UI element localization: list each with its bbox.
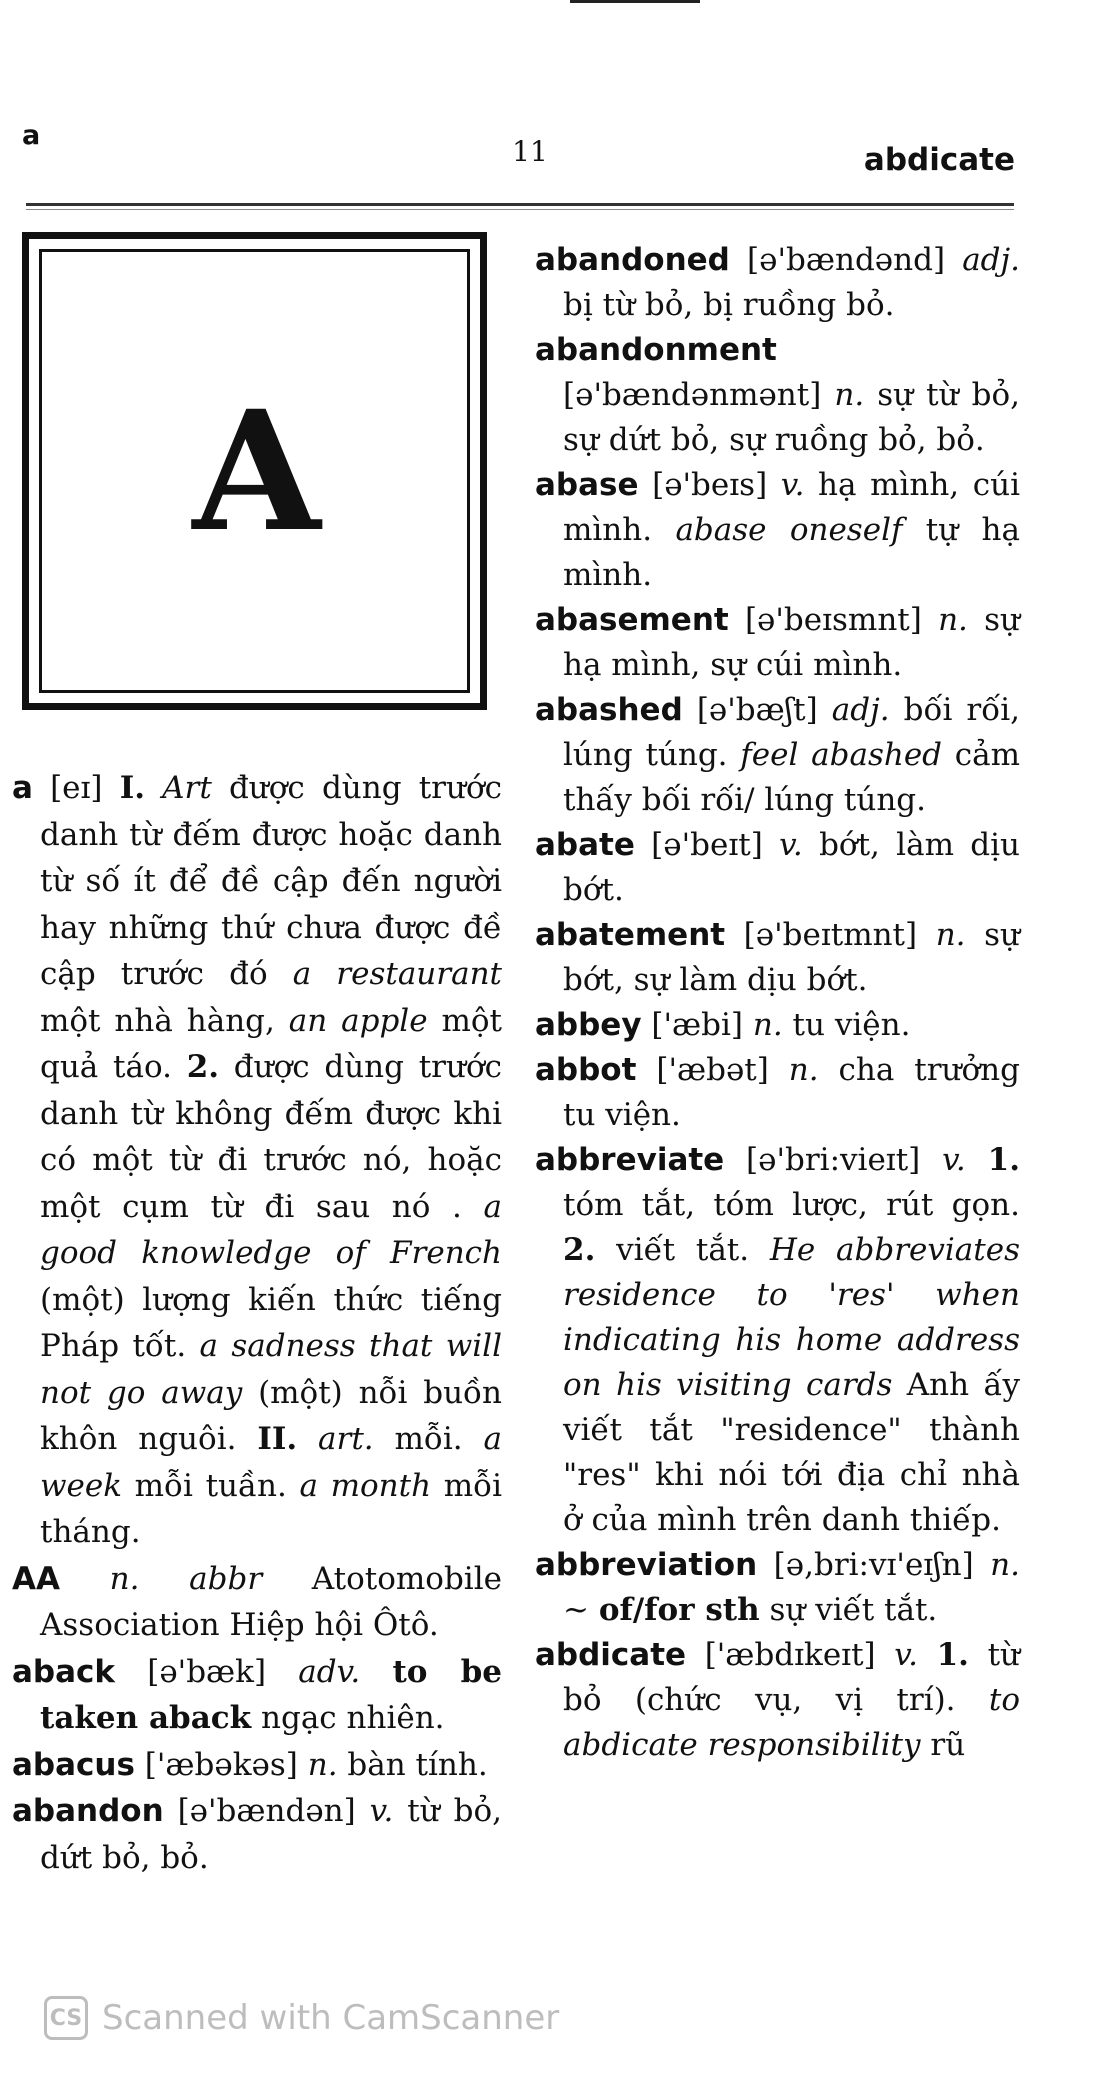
- right-guide-word: abdicate: [863, 142, 1015, 178]
- bold-text: 1.: [987, 1142, 1020, 1178]
- definition-text: [966, 1142, 988, 1178]
- watermark-text: Scanned with CamScanner: [102, 1998, 560, 2038]
- bold-text: of/for sth: [598, 1592, 760, 1628]
- definition-text: [145, 770, 162, 806]
- definition-text: mỗi.: [373, 1421, 484, 1457]
- headword: abbreviation: [535, 1547, 758, 1583]
- dictionary-entry: [12, 1788, 502, 1881]
- definition-text: bị từ bỏ, bị ruồng bỏ.: [563, 287, 895, 323]
- italic-text: an apple: [288, 1002, 428, 1039]
- definition-text: tự hạ mình.: [563, 512, 1020, 593]
- definition-text: hạ mình, cúi mình.: [563, 467, 1020, 548]
- definition-text: [ə,bri:vɪ'eɪʃn]: [757, 1547, 991, 1583]
- italic-text: a month: [299, 1467, 432, 1504]
- italic-text: n. abbr: [109, 1560, 263, 1597]
- definition-text: ngạc nhiên.: [251, 1700, 445, 1736]
- definition-text: [ə'bæʃt]: [682, 692, 832, 728]
- headword: abandoned: [535, 242, 730, 278]
- italic-text: v.: [369, 1793, 394, 1829]
- definition-text: tu viện.: [782, 1007, 911, 1043]
- definition-text: bớt, làm dịu bớt.: [563, 827, 1020, 908]
- definition-text: bối rối, lúng túng.: [563, 692, 1020, 773]
- headword: abandon: [12, 1793, 164, 1829]
- headword: abase: [535, 467, 639, 503]
- right-column: [535, 238, 1020, 1768]
- definition-text: viết tắt.: [595, 1232, 770, 1268]
- italic-text: n.: [834, 377, 865, 413]
- section-letter-frame: [39, 249, 470, 693]
- definition-text: [ə'bændənd]: [729, 242, 963, 278]
- definition-text: mỗi tuần.: [122, 1467, 300, 1504]
- definition-text: Atotomobile Association Hiệp hội Ôtô.: [40, 1560, 502, 1643]
- italic-text: feel abashed: [740, 737, 943, 773]
- italic-text: n.: [938, 602, 968, 638]
- definition-text: ['æbdɪkeɪt]: [686, 1637, 895, 1673]
- bold-text: 2.: [563, 1232, 596, 1268]
- definition-text: sự bớt, sự làm dịu bớt.: [563, 917, 1020, 998]
- italic-text: n.: [935, 917, 966, 953]
- definition-text: [ə'beɪsmnt]: [728, 602, 939, 638]
- italic-text: v.: [779, 827, 803, 863]
- definition-text: sự hạ mình, sự cúi mình.: [563, 602, 1020, 683]
- italic-text: n.: [990, 1547, 1020, 1583]
- italic-text: v.: [894, 1637, 918, 1673]
- headword: abbey: [535, 1007, 642, 1043]
- italic-text: v.: [942, 1142, 966, 1178]
- definition-text: bàn tính.: [337, 1746, 488, 1783]
- camscanner-logo-icon: CS: [44, 1996, 88, 2040]
- italic-text: adj.: [831, 692, 890, 728]
- headword: aback: [12, 1653, 116, 1690]
- italic-text: adv.: [298, 1653, 361, 1690]
- definition-text: sự viết tắt.: [759, 1592, 938, 1628]
- headword: abandonment: [535, 332, 777, 368]
- section-letter-box: [22, 232, 487, 710]
- definition-text: một nhà hàng,: [40, 1002, 289, 1039]
- definition-text: [ə'beɪs]: [638, 467, 781, 503]
- italic-text: adj.: [962, 242, 1020, 278]
- definition-text: [eɪ]: [32, 770, 120, 806]
- definition-text: từ bỏ (chức vụ, vị trí).: [563, 1637, 1021, 1718]
- dictionary-entry: [535, 463, 1020, 598]
- headword: abbreviate: [535, 1142, 725, 1178]
- definition-text: cha trưởng tu viện.: [563, 1052, 1020, 1133]
- bold-text: II.: [257, 1421, 298, 1457]
- definition-text: được dùng trước danh từ đếm được hoặc danh từ số ít để đề cập đến người hay những thứ chưa được đề cập trước đó: [40, 770, 502, 992]
- dictionary-entry: [535, 328, 1020, 463]
- page-top-mark: [570, 0, 700, 3]
- section-letter: A: [192, 374, 317, 568]
- dictionary-entry: [12, 1742, 502, 1789]
- left-column: [12, 765, 502, 1881]
- dictionary-entry: [535, 1543, 1020, 1633]
- definition-text: mỗi tháng.: [40, 1467, 502, 1550]
- italic-text: art.: [318, 1421, 374, 1457]
- definition-text: tóm tắt, tóm lược, rút gọn.: [563, 1187, 1020, 1223]
- left-guide-word: a: [22, 120, 41, 151]
- dictionary-entry: [535, 688, 1020, 823]
- definition-text: được dùng trước danh từ không đếm được khi có một từ đi trước nó, hoặc một cụm từ đi sau nó .: [40, 1049, 502, 1225]
- italic-text: a week: [40, 1421, 503, 1504]
- italic-text: Art: [162, 770, 212, 806]
- dictionary-entry: [12, 1649, 502, 1742]
- italic-text: n.: [788, 1052, 819, 1088]
- definition-text: một quả táo.: [40, 1002, 503, 1085]
- italic-text: abase oneself: [675, 512, 903, 548]
- headword: abate: [535, 827, 635, 863]
- definition-text: [918, 1637, 937, 1673]
- italic-text: n.: [752, 1007, 783, 1043]
- header-rule-thin: [26, 209, 1014, 210]
- definition-text: (một) lượng kiến thức tiếng Pháp tốt.: [40, 1281, 502, 1364]
- headword: AA: [12, 1560, 60, 1597]
- dictionary-entry: [535, 1048, 1020, 1138]
- definition-text: [ə'bri:vieɪt]: [724, 1142, 943, 1178]
- definition-text: cảm thấy bối rối/ lúng túng.: [563, 737, 1021, 818]
- definition-text: ['æbi]: [641, 1007, 753, 1043]
- italic-text: to abdicate responsibility: [563, 1682, 1020, 1763]
- bold-text: I.: [119, 770, 145, 806]
- headword: a: [12, 770, 33, 806]
- definition-text: (một) nỗi buồn khôn nguôi.: [40, 1374, 502, 1457]
- italic-text: v.: [780, 467, 805, 503]
- definition-text: sự từ bỏ, sự dứt bỏ, sự ruồng bỏ, bỏ.: [563, 377, 1020, 458]
- headword: abashed: [535, 692, 683, 728]
- header-rule: [26, 203, 1014, 206]
- dictionary-entry: [535, 1138, 1020, 1543]
- dictionary-entry: [535, 1003, 1020, 1048]
- italic-text: He abbreviates residence to 'res' when indicating his home address on his visiting cards: [563, 1232, 1020, 1403]
- dictionary-entry: [12, 765, 502, 1556]
- bold-text: 1.: [936, 1637, 969, 1673]
- definition-text: [ə'bændən]: [163, 1793, 370, 1829]
- definition-text: từ bỏ, dứt bỏ, bỏ.: [40, 1793, 502, 1876]
- definition-text: [360, 1654, 392, 1690]
- definition-text: [ə'bæk]: [115, 1653, 299, 1690]
- page-number: 11: [512, 135, 548, 168]
- bold-text: 2.: [186, 1049, 220, 1085]
- definition-text: ['æbət]: [636, 1052, 789, 1088]
- dictionary-entry: [535, 913, 1020, 1003]
- italic-text: a restaurant: [292, 956, 502, 992]
- definition-text: Anh ấy viết tắt "residence" thành "res" khi nói tới địa chỉ nhà ở của mình trên danh thiếp.: [563, 1367, 1020, 1538]
- definition-text: [ə'beɪtmnt]: [725, 917, 936, 953]
- definition-text: ~: [563, 1592, 599, 1628]
- dictionary-entry: [535, 598, 1020, 688]
- headword: abasement: [535, 602, 729, 638]
- dictionary-entry: [12, 1556, 502, 1649]
- headword: abdicate: [535, 1637, 687, 1673]
- definition-text: [297, 1421, 318, 1457]
- headword: abbot: [535, 1052, 637, 1088]
- italic-text: a good knowledge of French: [40, 1188, 502, 1271]
- definition-text: [ə'beɪt]: [634, 827, 780, 863]
- headword: abatement: [535, 917, 726, 953]
- italic-text: a sadness that will not go away: [40, 1328, 502, 1411]
- dictionary-entry: [535, 238, 1020, 328]
- dictionary-entry: [535, 1633, 1020, 1768]
- definition-text: rũ: [920, 1727, 966, 1763]
- scanner-watermark: [44, 1995, 559, 2041]
- definition-text: ['æbəkəs]: [134, 1746, 308, 1783]
- italic-text: n.: [307, 1746, 338, 1783]
- dictionary-entry: [535, 823, 1020, 913]
- definition-text: [60, 1561, 110, 1597]
- headword: abacus: [12, 1746, 135, 1783]
- definition-text: [ə'bændənmənt]: [563, 377, 835, 413]
- bold-text: to be taken aback: [40, 1653, 502, 1736]
